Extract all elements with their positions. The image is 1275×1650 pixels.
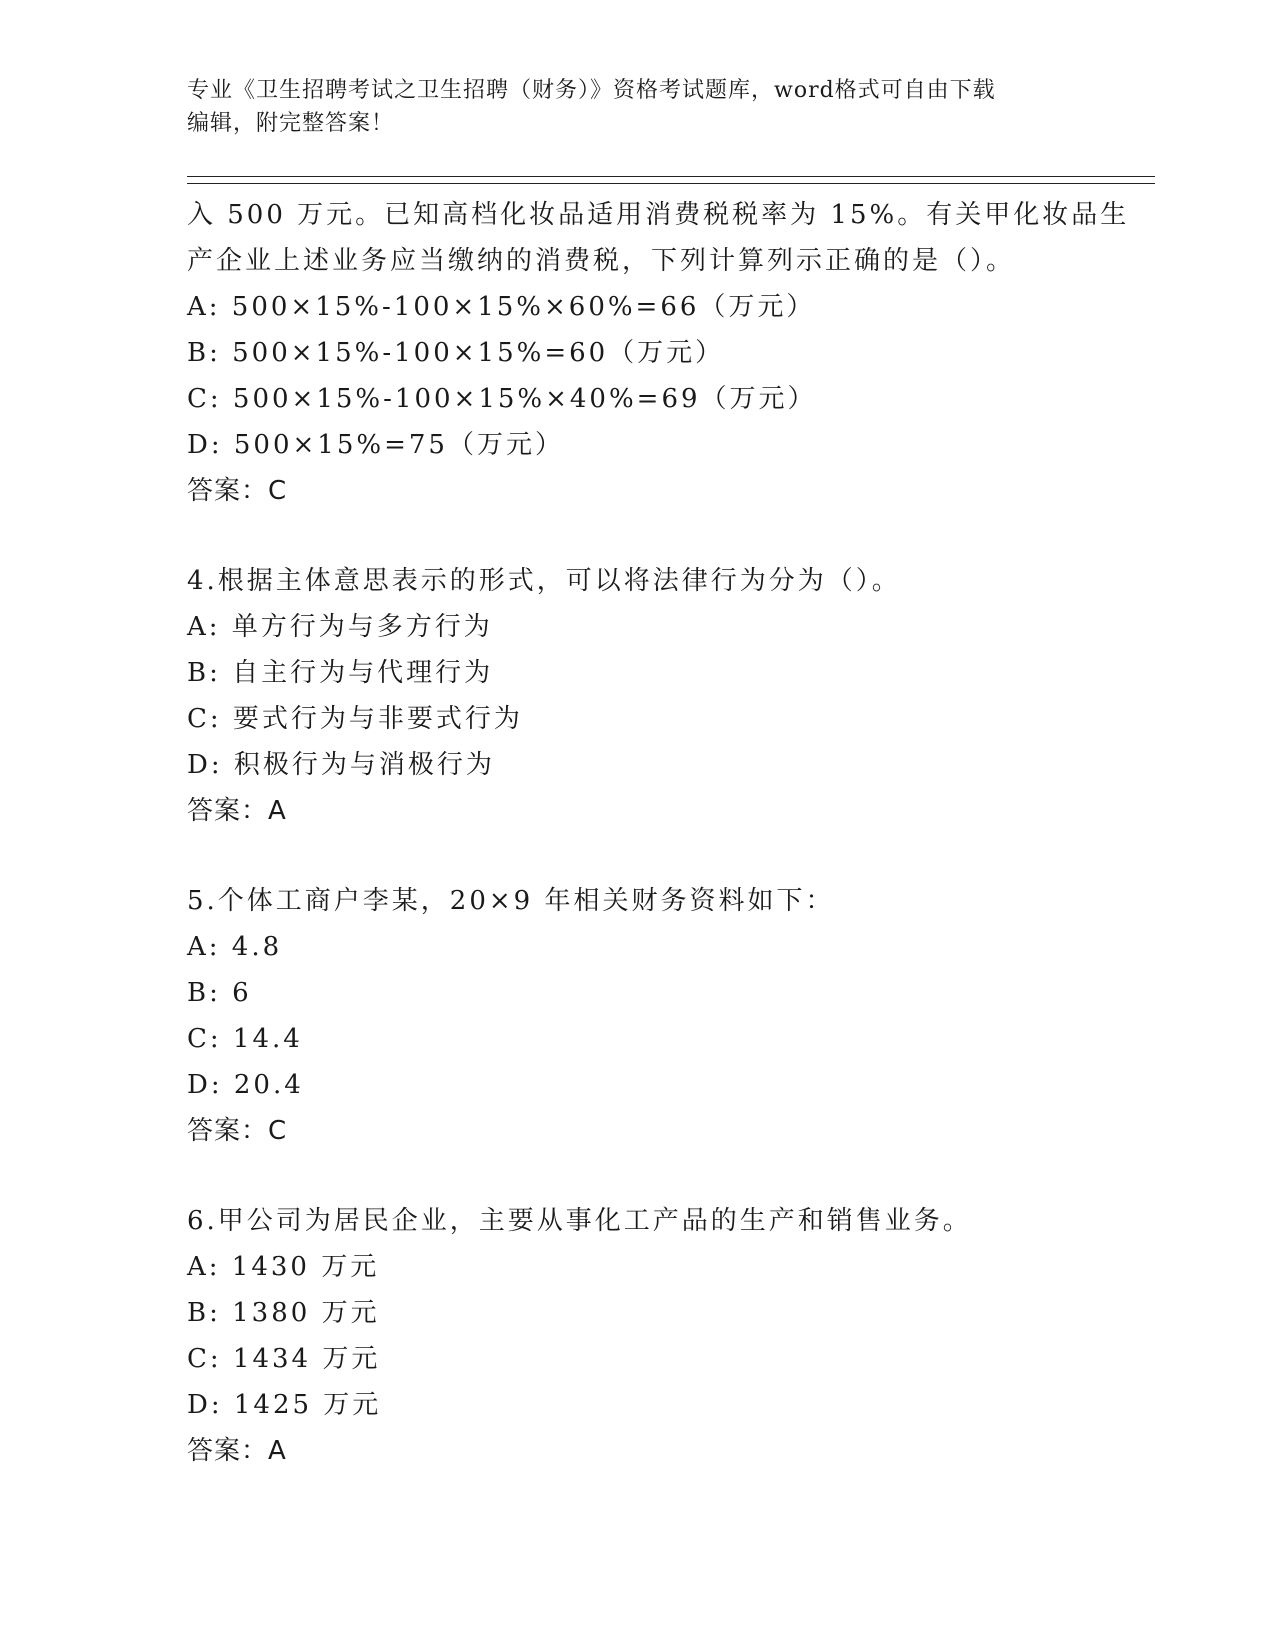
- question-3-option-b: B: 500×15%-100×15%=60（万元）: [187, 338, 725, 368]
- question-5-option-d: D: 20.4: [187, 1070, 304, 1100]
- question-4-option-d: D: 积极行为与消极行为: [187, 750, 495, 780]
- question-3-text-line-2: 产企业上述业务应当缴纳的消费税，下列计算列示正确的是（）。: [187, 246, 1016, 276]
- question-3-answer: 答案：C: [187, 476, 288, 506]
- question-5: [187, 878, 1157, 1154]
- question-4: [187, 558, 1157, 834]
- question-4-text: 4.根据主体意思表示的形式，可以将法律行为分为（）。: [187, 566, 901, 596]
- question-4-option-a: A: 单方行为与多方行为: [187, 612, 493, 642]
- question-5-option-b: B: 6: [187, 978, 252, 1008]
- question-6-option-b: B: 1380 万元: [187, 1298, 380, 1328]
- question-6: [187, 1198, 1157, 1474]
- question-4-answer: 答案：A: [187, 796, 287, 826]
- question-6-text: 6.甲公司为居民企业，主要从事化工产品的生产和销售业务。: [187, 1206, 972, 1236]
- question-6-option-c: C: 1434 万元: [187, 1344, 381, 1374]
- header-line-2: 编辑，附完整答案！: [187, 111, 395, 136]
- question-5-option-c: C: 14.4: [187, 1024, 303, 1054]
- header-divider-bottom: [187, 183, 1155, 184]
- question-6-answer: 答案：A: [187, 1436, 287, 1466]
- question-6-option-a: A: 1430 万元: [187, 1252, 380, 1282]
- spacer: [187, 1154, 1157, 1198]
- header-line-1: 专业《卫生招聘考试之卫生招聘（财务）》资格考试题库，word格式可自由下载: [187, 78, 996, 103]
- spacer: [187, 834, 1157, 878]
- question-4-option-c: C: 要式行为与非要式行为: [187, 704, 523, 734]
- question-5-answer: 答案：C: [187, 1116, 288, 1146]
- question-3-text-line-1: 入 500 万元。已知高档化妆品适用消费税税率为 15%。有关甲化妆品生: [187, 200, 1130, 230]
- question-5-option-a: A: 4.8: [187, 932, 283, 962]
- question-5-text: 5.个体工商户李某，20×9 年相关财务资料如下：: [187, 886, 835, 916]
- question-4-option-b: B: 自主行为与代理行为: [187, 658, 494, 688]
- question-3-option-c: C: 500×15%-100×15%×40%=69（万元）: [187, 384, 817, 414]
- document-header: [187, 74, 1087, 140]
- question-3-option-a: A: 500×15%-100×15%×60%=66（万元）: [187, 292, 816, 322]
- header-divider-top: [187, 176, 1155, 177]
- question-3: [187, 192, 1157, 514]
- question-list: [187, 192, 1157, 1474]
- question-6-option-d: D: 1425 万元: [187, 1390, 382, 1420]
- spacer: [187, 514, 1157, 558]
- question-3-option-d: D: 500×15%=75（万元）: [187, 430, 564, 460]
